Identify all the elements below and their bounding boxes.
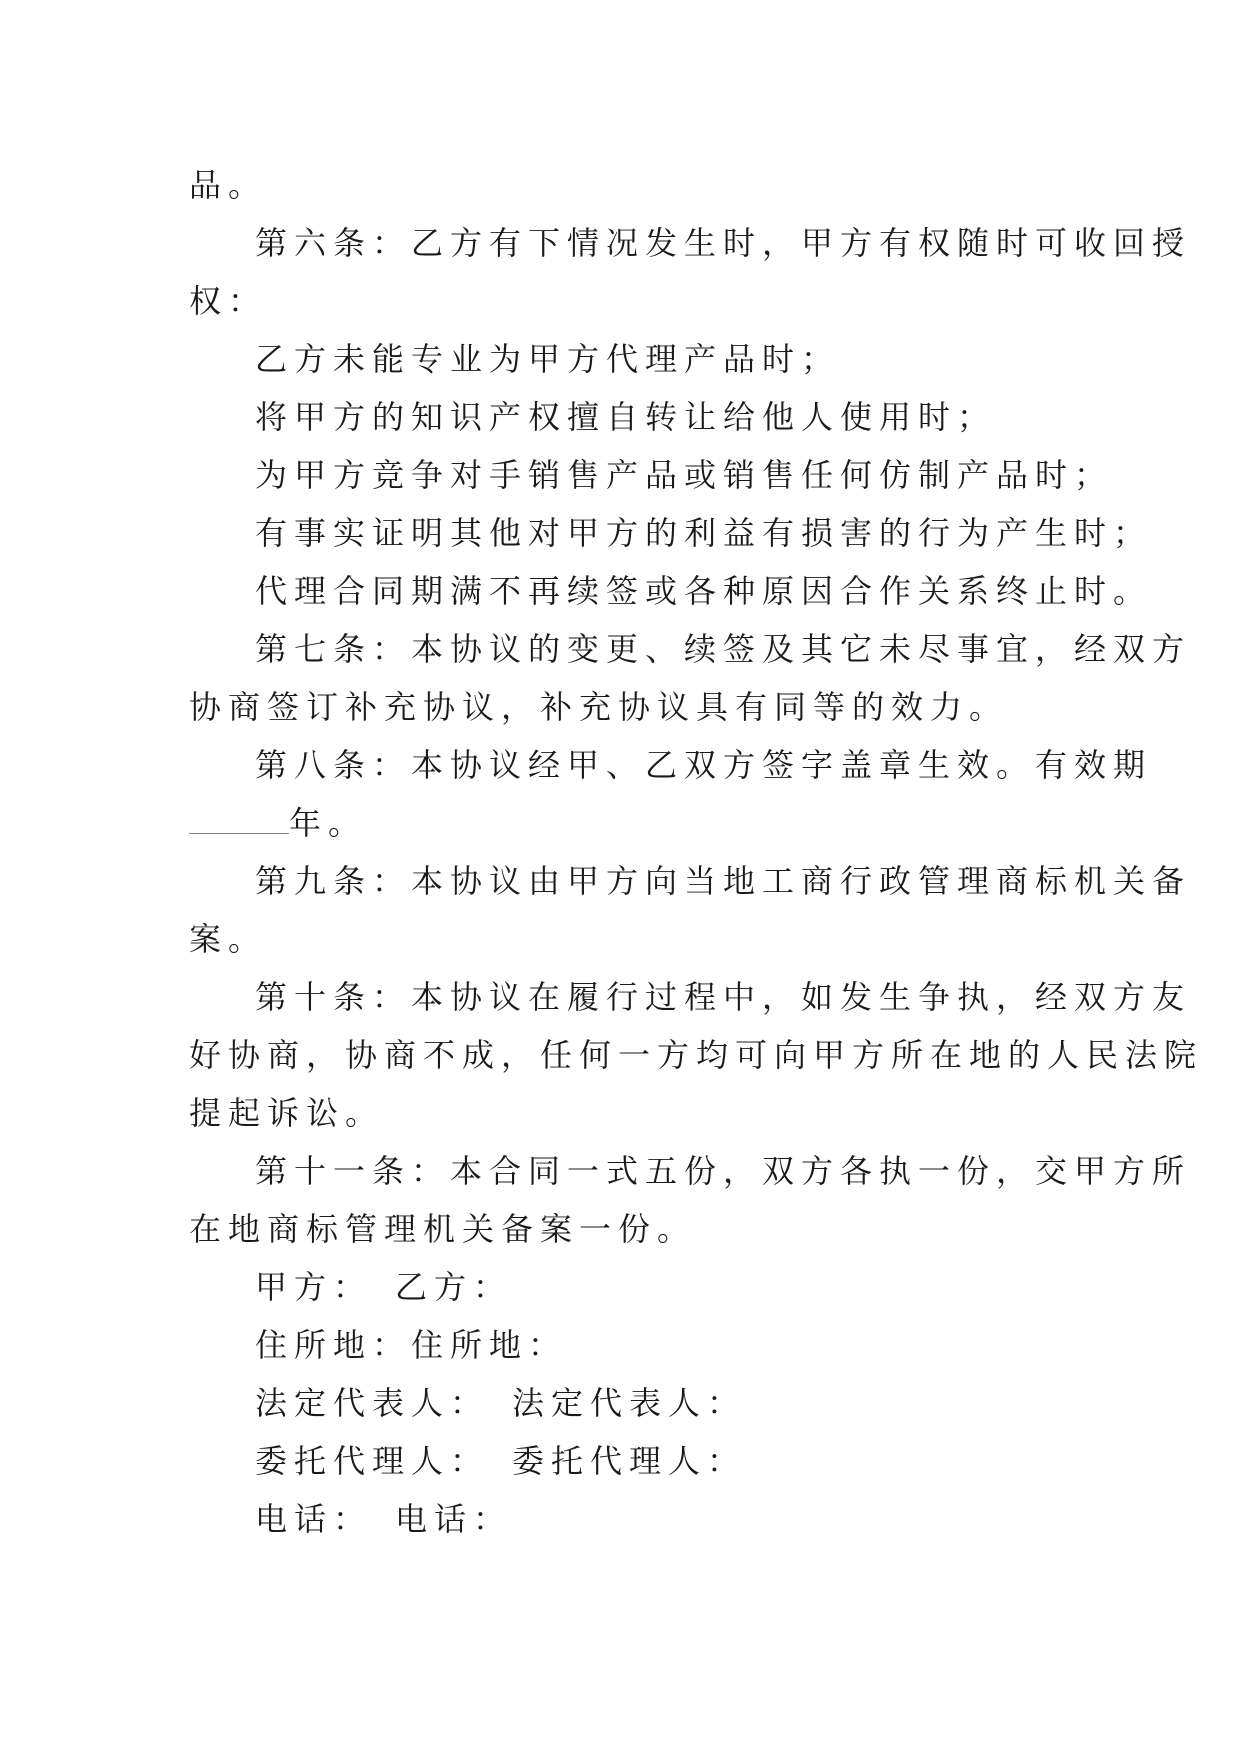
- signature-phone-line: 电话： 电话：: [255, 1500, 513, 1538]
- signature-agent-line: 委托代理人： 委托代理人：: [255, 1442, 747, 1480]
- term-years-line: [189, 794, 1059, 852]
- text-line: 好协商，协商不成，任何一方均可向甲方所在地的人民法院: [189, 1036, 1204, 1074]
- clause-6-heading: 第六条：乙方有下情况发生时，甲方有权随时可收回授: [255, 224, 1192, 262]
- blank-field: [189, 803, 289, 834]
- text-line: 权：: [189, 282, 268, 320]
- clause-9-heading: 第九条：本协议由甲方向当地工商行政管理商标机关备: [255, 862, 1192, 900]
- clause-7-heading: 第七条：本协议的变更、续签及其它未尽事宜，经双方: [255, 630, 1192, 668]
- clause-8-heading: 第八条：本协议经甲、乙双方签字盖章生效。有效期: [255, 746, 1153, 784]
- text-line: 提起诉讼。: [189, 1094, 385, 1132]
- term-years-suffix: 年。: [289, 804, 368, 842]
- clause-10-heading: 第十条：本协议在履行过程中，如发生争执，经双方友: [255, 978, 1192, 1016]
- signature-legal-rep-line: 法定代表人： 法定代表人：: [255, 1384, 747, 1422]
- clause-6-item: 将甲方的知识产权擅自转让给他人使用时；: [255, 398, 997, 436]
- text-line: 案。: [189, 920, 268, 958]
- clause-6-item: 代理合同期满不再续签或各种原因合作关系终止时。: [255, 572, 1153, 610]
- signature-party-line: 甲方： 乙方：: [255, 1268, 513, 1306]
- text-line: 在地商标管理机关备案一份。: [189, 1210, 697, 1248]
- clause-6-item: 有事实证明其他对甲方的利益有损害的行为产生时；: [255, 514, 1153, 552]
- text-line: 品。: [189, 166, 268, 204]
- text-line: 协商签订补充协议，补充协议具有同等的效力。: [189, 688, 1009, 726]
- clause-6-item: 乙方未能专业为甲方代理产品时；: [255, 340, 841, 378]
- clause-11-heading: 第十一条：本合同一式五份，双方各执一份，交甲方所: [255, 1152, 1192, 1190]
- clause-6-item: 为甲方竞争对手销售产品或销售任何仿制产品时；: [255, 456, 1114, 494]
- signature-address-line: 住所地：住所地：: [255, 1326, 568, 1364]
- document-body: [189, 156, 1204, 1548]
